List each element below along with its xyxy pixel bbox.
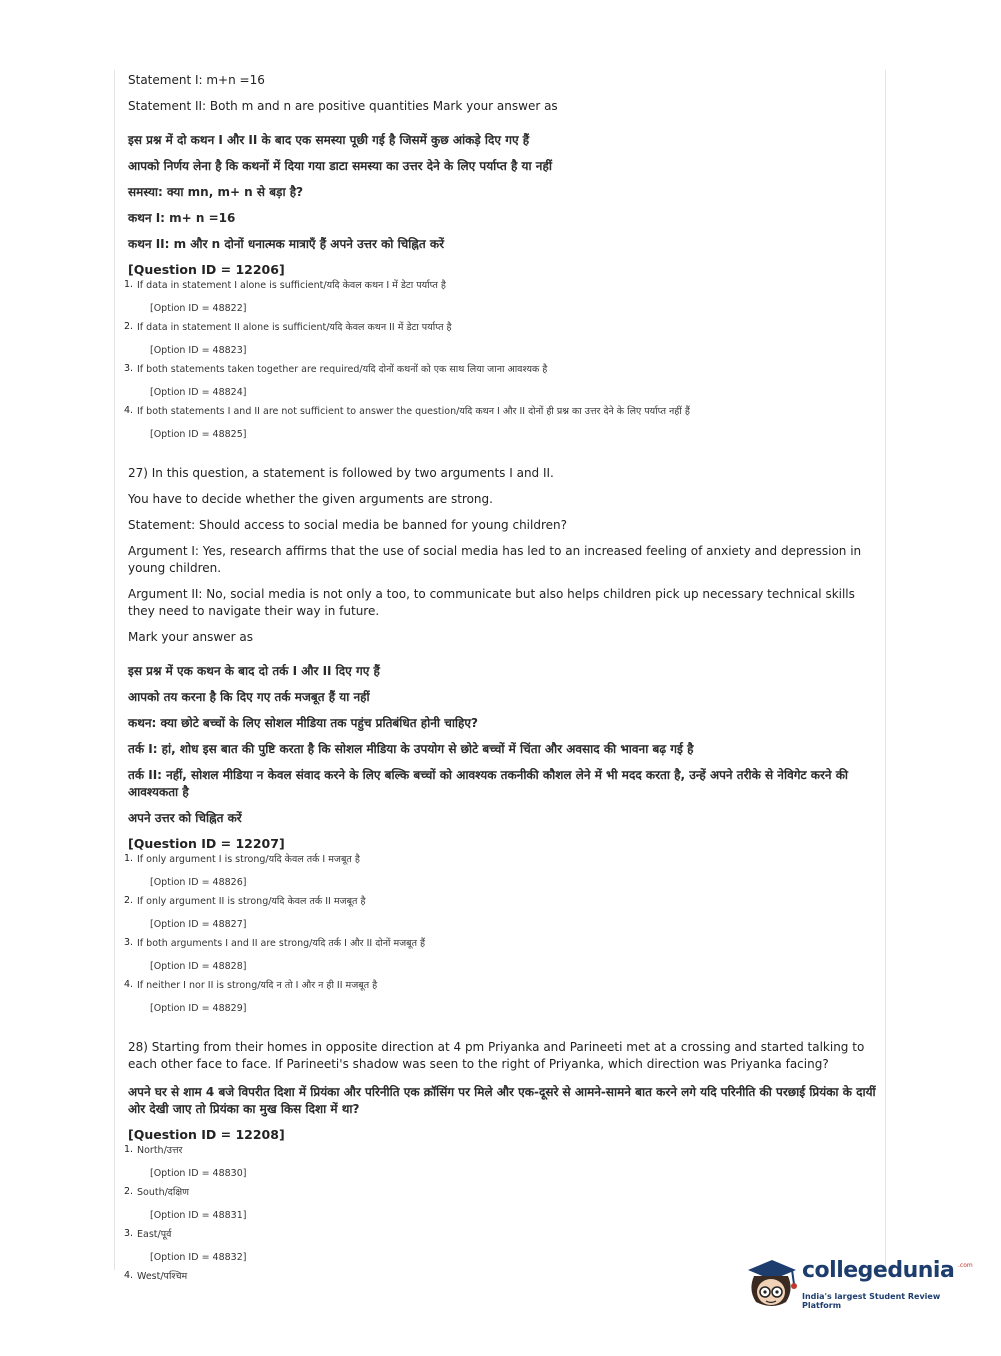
options-list [124, 279, 878, 441]
question-line: Statement: Should access to social media be banned for young children? [128, 518, 567, 532]
hindi-line: कथन II: m और n दोनों धनात्मक मात्राएँ हैं अपने उत्तर को चिह्नित करें [128, 237, 445, 251]
option-item [124, 363, 878, 399]
option-text: If neither I nor II is strong/यदि न तो I और न ही II मजबूत है [137, 980, 378, 991]
option-text: If only argument II is strong/यदि केवल तर्क II मजबूत है [137, 896, 366, 907]
option-number: 2. [124, 1186, 134, 1197]
hindi-line: आपको निर्णय लेना है कि कथनों में दिया गया डाटा समस्या का उत्तर देने के लिए पर्याप्त है या नहीं [128, 159, 552, 173]
question-line: Argument II: No, social media is not only a too, to communicate but also helps children pick up necessary technical skills they need to navigate their way in future. [128, 587, 855, 618]
document-content [124, 72, 878, 1283]
option-item [124, 937, 878, 973]
option-number: 2. [124, 895, 134, 906]
hindi-line: कथन: क्या छोटे बच्चों के लिए सोशल मीडिया तक पहुंच प्रतिबंधित होनी चाहिए? [128, 716, 479, 730]
option-id: [Option ID = 48824] [150, 387, 247, 398]
option-item [124, 405, 878, 441]
option-text: East/पूर्व [137, 1229, 172, 1240]
option-number: 3. [124, 937, 134, 948]
hindi-line: इस प्रश्न में एक कथन के बाद दो तर्क I और II दिए गए हैं [128, 664, 380, 678]
option-text: If only argument I is strong/यदि केवल तर्क I मजबूत है [137, 854, 360, 865]
option-text: North/उत्तर [137, 1145, 183, 1156]
question-line: Argument I: Yes, research affirms that the use of social media has led to an increased feeling of anxiety and depression in young children. [128, 544, 862, 575]
option-item [124, 853, 878, 889]
logo-wordmark: collegedunia [802, 1258, 955, 1283]
statement-1: Statement I: m+n =16 [128, 73, 265, 87]
option-id: [Option ID = 48832] [150, 1252, 247, 1263]
option-text: If both statements I and II are not sufficient to answer the question/यदि कथन I और II दोनों ही प्रश्न का उत्तर देने के लिए पर्याप्त नहीं हैं [137, 406, 690, 417]
hindi-line: अपने उत्तर को चिह्नित करें [128, 811, 242, 825]
option-text: If data in statement II alone is sufficient/यदि केवल कथन II में डेटा पर्याप्त है [137, 322, 452, 333]
question-id: [Question ID = 12207] [128, 836, 285, 851]
question-id: [Question ID = 12208] [128, 1127, 285, 1142]
option-id: [Option ID = 48829] [150, 1003, 247, 1014]
option-id: [Option ID = 48831] [150, 1210, 247, 1221]
option-item [124, 895, 878, 931]
option-item [124, 279, 878, 315]
option-id: [Option ID = 48826] [150, 877, 247, 888]
option-text: West/पश्चिम [137, 1271, 188, 1282]
option-text: If both arguments I and II are strong/यदि तर्क I और II दोनों मजबूत हैं [137, 938, 426, 949]
option-item [124, 979, 878, 1015]
hindi-line: इस प्रश्न में दो कथन I और II के बाद एक समस्या पूछी गई है जिसमें कुछ आंकड़े दिए गए हैं [128, 133, 530, 147]
option-item [124, 1186, 878, 1222]
question-27-heading: 27) In this question, a statement is followed by two arguments I and II. [128, 466, 554, 480]
options-list [124, 853, 878, 1015]
collegedunia-logo[interactable] [742, 1250, 972, 1310]
option-text: South/दक्षिण [137, 1187, 189, 1198]
option-text: If data in statement I alone is sufficient/यदि केवल कथन I में डेटा पर्याप्त है [137, 280, 446, 291]
option-number: 3. [124, 363, 134, 374]
option-number: 3. [124, 1228, 134, 1239]
option-id: [Option ID = 48822] [150, 303, 247, 314]
option-id: [Option ID = 48825] [150, 429, 247, 440]
option-number: 2. [124, 321, 134, 332]
logo-tagline: India's largest Student Review Platform [802, 1292, 941, 1310]
question-line: You have to decide whether the given arguments are strong. [128, 492, 493, 506]
logo-domain: .com [958, 1262, 973, 1269]
hindi-line: अपने घर से शाम 4 बजे विपरीत दिशा में प्रियंका और परिनीति एक क्रॉसिंग पर मिले और एक-दूसरे से आमने-सामने बात करने लगे यदि परिनीति की परछाई प्रियंका के दायीं ओर देखी जाए तो प्रियंका का मुख किस दिशा में था? [128, 1085, 876, 1116]
hindi-line: तर्क II: नहीं, सोशल मीडिया न केवल संवाद करने के लिए बल्कि बच्चों को आवश्यक तकनीकी कौशल लेने में भी मदद करता है, उन्हें अपने तरीके से नेविगेट करने की आवश्यकता है [128, 768, 849, 799]
option-id: [Option ID = 48823] [150, 345, 247, 356]
option-item [124, 321, 878, 357]
option-number: 1. [124, 279, 134, 290]
option-item [124, 1144, 878, 1180]
question-line: Mark your answer as [128, 630, 253, 644]
question-28-heading: 28) Starting from their homes in opposite direction at 4 pm Priyanka and Parineeti met at a crossing and started talking to each other face to face. If Parineeti's shadow was seen to the right of Priyanka, which direction was Priyanka facing? [128, 1040, 865, 1071]
hindi-line: समस्या: क्या mn, m+ n से बड़ा है? [128, 185, 304, 199]
option-number: 1. [124, 853, 134, 864]
option-id: [Option ID = 48828] [150, 961, 247, 972]
hindi-line: आपको तय करना है कि दिए गए तर्क मजबूत हैं या नहीं [128, 690, 370, 704]
mascot-icon [742, 1250, 800, 1310]
statement-2: Statement II: Both m and n are positive quantities Mark your answer as [128, 99, 558, 113]
option-id: [Option ID = 48830] [150, 1168, 247, 1179]
question-id: [Question ID = 12206] [128, 262, 285, 277]
option-id: [Option ID = 48827] [150, 919, 247, 930]
option-number: 4. [124, 405, 134, 416]
option-number: 4. [124, 979, 134, 990]
option-text: If both statements taken together are required/यदि दोनों कथनों को एक साथ लिया जाना आवश्यक है [137, 364, 548, 375]
hindi-line: तर्क I: हां, शोध इस बात की पुष्टि करता है कि सोशल मीडिया के उपयोग से छोटे बच्चों में चिंता और अवसाद की भावना बढ़ गई है [128, 742, 694, 756]
hindi-line: कथन I: m+ n =16 [128, 211, 236, 225]
option-number: 1. [124, 1144, 134, 1155]
option-number: 4. [124, 1270, 134, 1281]
